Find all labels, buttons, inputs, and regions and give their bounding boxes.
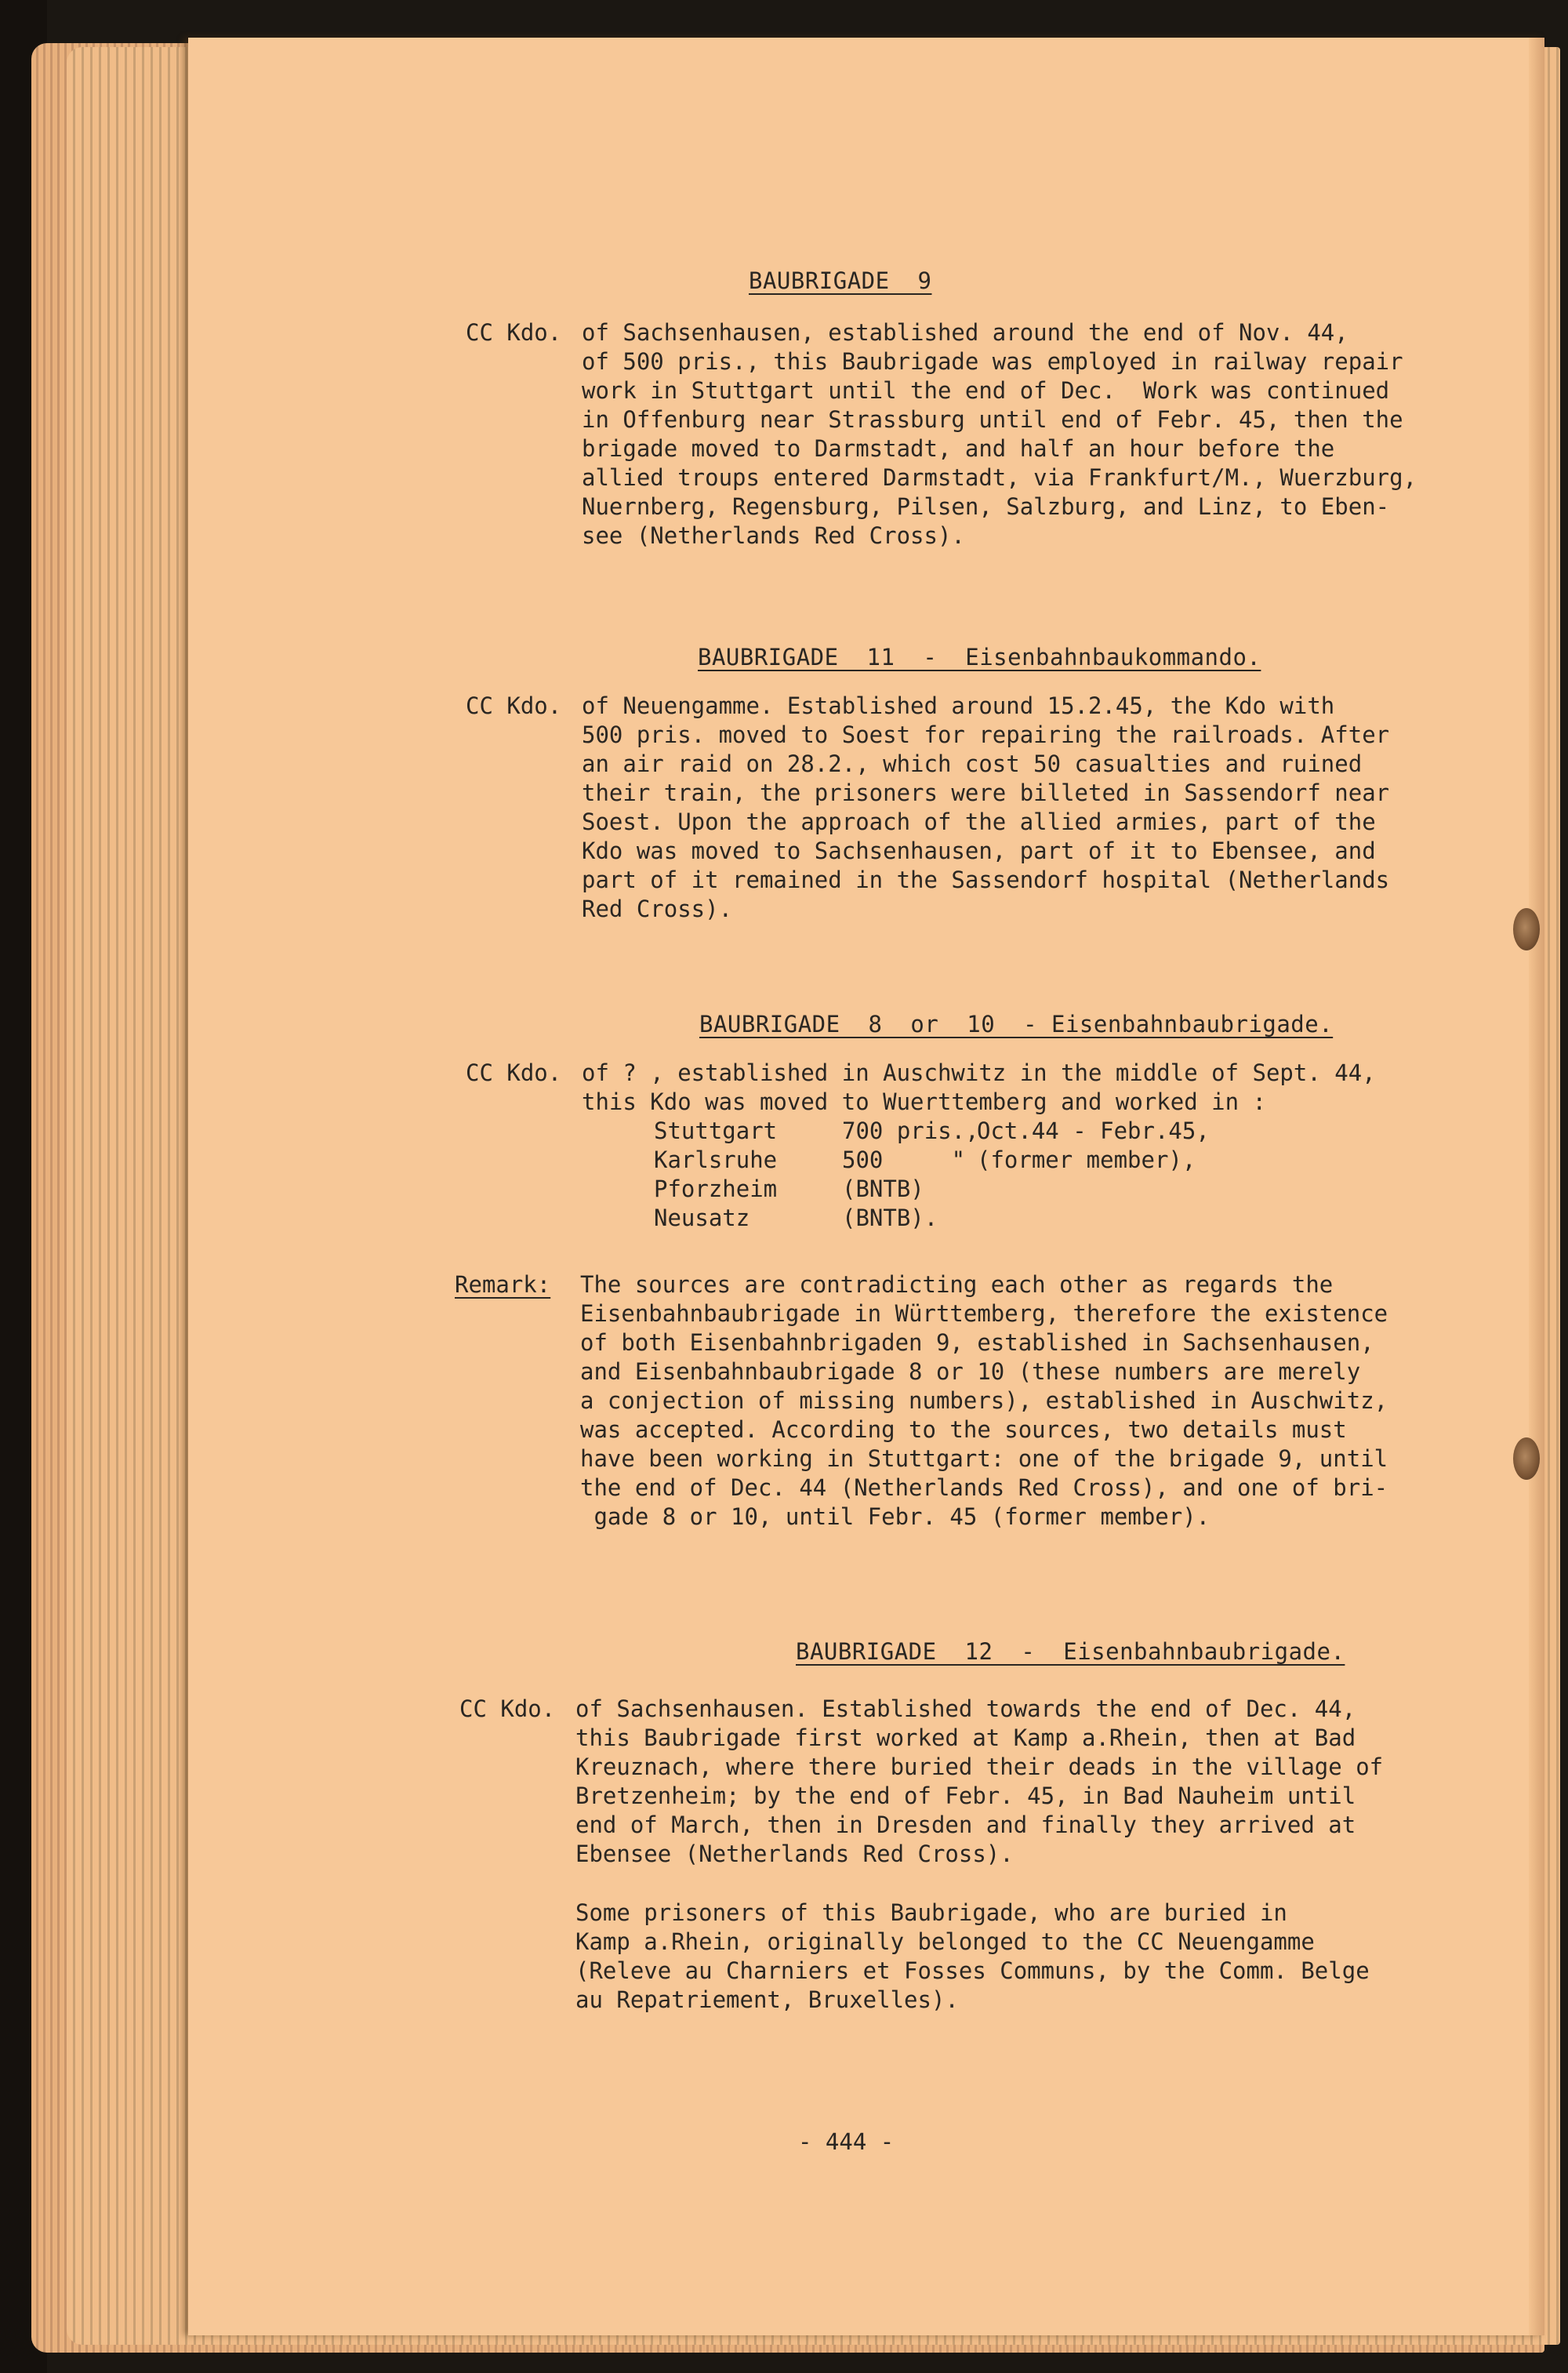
text-line: an air raid on 28.2., which cost 50 casualties and ruined [582, 750, 1363, 777]
text-line: of both Eisenbahnbrigaden 9, established in Sachsenhausen, [580, 1329, 1374, 1356]
heading-baubrigade-12: BAUBRIGADE 12 - Eisenbahnbaubrigade. [796, 1638, 1345, 1665]
location-row [654, 1204, 1210, 1233]
text-line: a conjection of missing numbers), established in Auschwitz, [580, 1387, 1388, 1414]
text-line: Eisenbahnbaubrigade in Württemberg, therefore the existence [580, 1300, 1388, 1327]
paragraph-remark [580, 1270, 1388, 1532]
text-line: (Releve au Charniers et Fosses Communs, by the Comm. Belge [575, 1957, 1370, 1984]
paragraph-baubrigade-9 [582, 318, 1417, 551]
location-note: (former member), [977, 1147, 1196, 1173]
location-name: Stuttgart [654, 1117, 778, 1144]
text-line: Kdo was moved to Sachsenhausen, part of it to Ebensee, and [582, 838, 1376, 864]
label-cc-kdo: CC Kdo. [466, 319, 562, 346]
text-line: brigade moved to Darmstadt, and half an hour before the [582, 435, 1335, 462]
heading-baubrigade-11: BAUBRIGADE 11 - Eisenbahnbaukommando. [698, 644, 1261, 670]
text-line: part of it remained in the Sassendorf hospital (Netherlands [582, 867, 1390, 893]
page-number: - 444 - [798, 2128, 895, 2155]
paragraph-prisoners-note [575, 1899, 1370, 2015]
text-line: au Repatriement, Bruxelles). [575, 1986, 959, 2013]
prisoner-count: (BNTB). [842, 1205, 938, 1231]
text-line: have been working in Stuttgart: one of the brigade 9, until [580, 1445, 1388, 1472]
paragraph-baubrigade-11 [582, 692, 1389, 924]
text-line: Kamp a.Rhein, originally belonged to the CC Neuengamme [575, 1928, 1315, 1955]
typed-content [188, 38, 1544, 2335]
text-line: work in Stuttgart until the end of Dec. Work was continued [582, 377, 1390, 404]
text-line: this Baubrigade first worked at Kamp a.Rhein, then at Bad [575, 1724, 1356, 1751]
text-line: of Neuengamme. Established around 15.2.45, the Kdo with [582, 692, 1335, 719]
text-line: and Eisenbahnbaubrigade 8 or 10 (these numbers are merely [580, 1358, 1361, 1385]
label-cc-kdo: CC Kdo. [466, 1059, 562, 1086]
prisoner-count: (BNTB) [842, 1176, 924, 1202]
label-cc-kdo: CC Kdo. [459, 1695, 556, 1722]
heading-baubrigade-8-or-10: BAUBRIGADE 8 or 10 - Eisenbahnbaubrigade. [699, 1011, 1334, 1038]
text-line: Red Cross). [582, 896, 733, 922]
text-line: Nuernberg, Regensburg, Pilsen, Salzburg, and Linz, to Eben- [582, 493, 1390, 520]
location-name: Neusatz [654, 1205, 750, 1231]
paragraph-baubrigade-8-or-10 [582, 1059, 1376, 1117]
prisoner-count: 700 pris., [842, 1117, 979, 1144]
location-list [654, 1117, 1210, 1233]
text-line: of Sachsenhausen. Established towards the end of Dec. 44, [575, 1695, 1356, 1722]
location-row [654, 1117, 1210, 1146]
text-line: was accepted. According to the sources, two details must [580, 1416, 1347, 1443]
heading-baubrigade-9: BAUBRIGADE 9 [749, 267, 932, 294]
text-line: of 500 pris., this Baubrigade was employed in railway repair [582, 348, 1403, 375]
text-line: Some prisoners of this Baubrigade, who are buried in [575, 1899, 1287, 1926]
label-cc-kdo: CC Kdo. [466, 692, 562, 719]
paragraph-baubrigade-12 [575, 1695, 1383, 1869]
text-line: The sources are contradicting each other as regards the [580, 1271, 1334, 1298]
document-page [188, 38, 1544, 2335]
text-line: see (Netherlands Red Cross). [582, 522, 965, 549]
label-remark: Remark: [455, 1271, 551, 1298]
text-line: 500 pris. moved to Soest for repairing the railroads. After [582, 721, 1390, 748]
text-line: the end of Dec. 44 (Netherlands Red Cross), and one of bri- [580, 1474, 1388, 1501]
text-line: of ? , established in Auschwitz in the middle of Sept. 44, [582, 1059, 1376, 1086]
location-row [654, 1146, 1210, 1175]
text-line: Soest. Upon the approach of the allied armies, part of the [582, 809, 1376, 835]
text-line: Ebensee (Netherlands Red Cross). [575, 1841, 1014, 1867]
text-line: in Offenburg near Strassburg until end of Febr. 45, then the [582, 406, 1403, 433]
text-line: Bretzenheim; by the end of Febr. 45, in Bad Nauheim until [575, 1782, 1356, 1809]
location-name: Karlsruhe [654, 1147, 778, 1173]
text-line: gade 8 or 10, until Febr. 45 (former member). [580, 1503, 1210, 1530]
text-line: their train, the prisoners were billeted in Sassendorf near [582, 779, 1390, 806]
text-line: this Kdo was moved to Wuerttemberg and worked in : [582, 1088, 1266, 1115]
text-line: of Sachsenhausen, established around the end of Nov. 44, [582, 319, 1348, 346]
text-line: Kreuznach, where there buried their deads in the village of [575, 1753, 1384, 1780]
location-row [654, 1175, 1210, 1204]
location-name: Pforzheim [654, 1176, 778, 1202]
text-line: allied troups entered Darmstadt, via Frankfurt/M., Wuerzburg, [582, 464, 1417, 491]
prisoner-count: 500 " [842, 1147, 966, 1173]
location-note: Oct.44 - Febr.45, [977, 1117, 1210, 1144]
text-line: end of March, then in Dresden and finally they arrived at [575, 1812, 1356, 1838]
